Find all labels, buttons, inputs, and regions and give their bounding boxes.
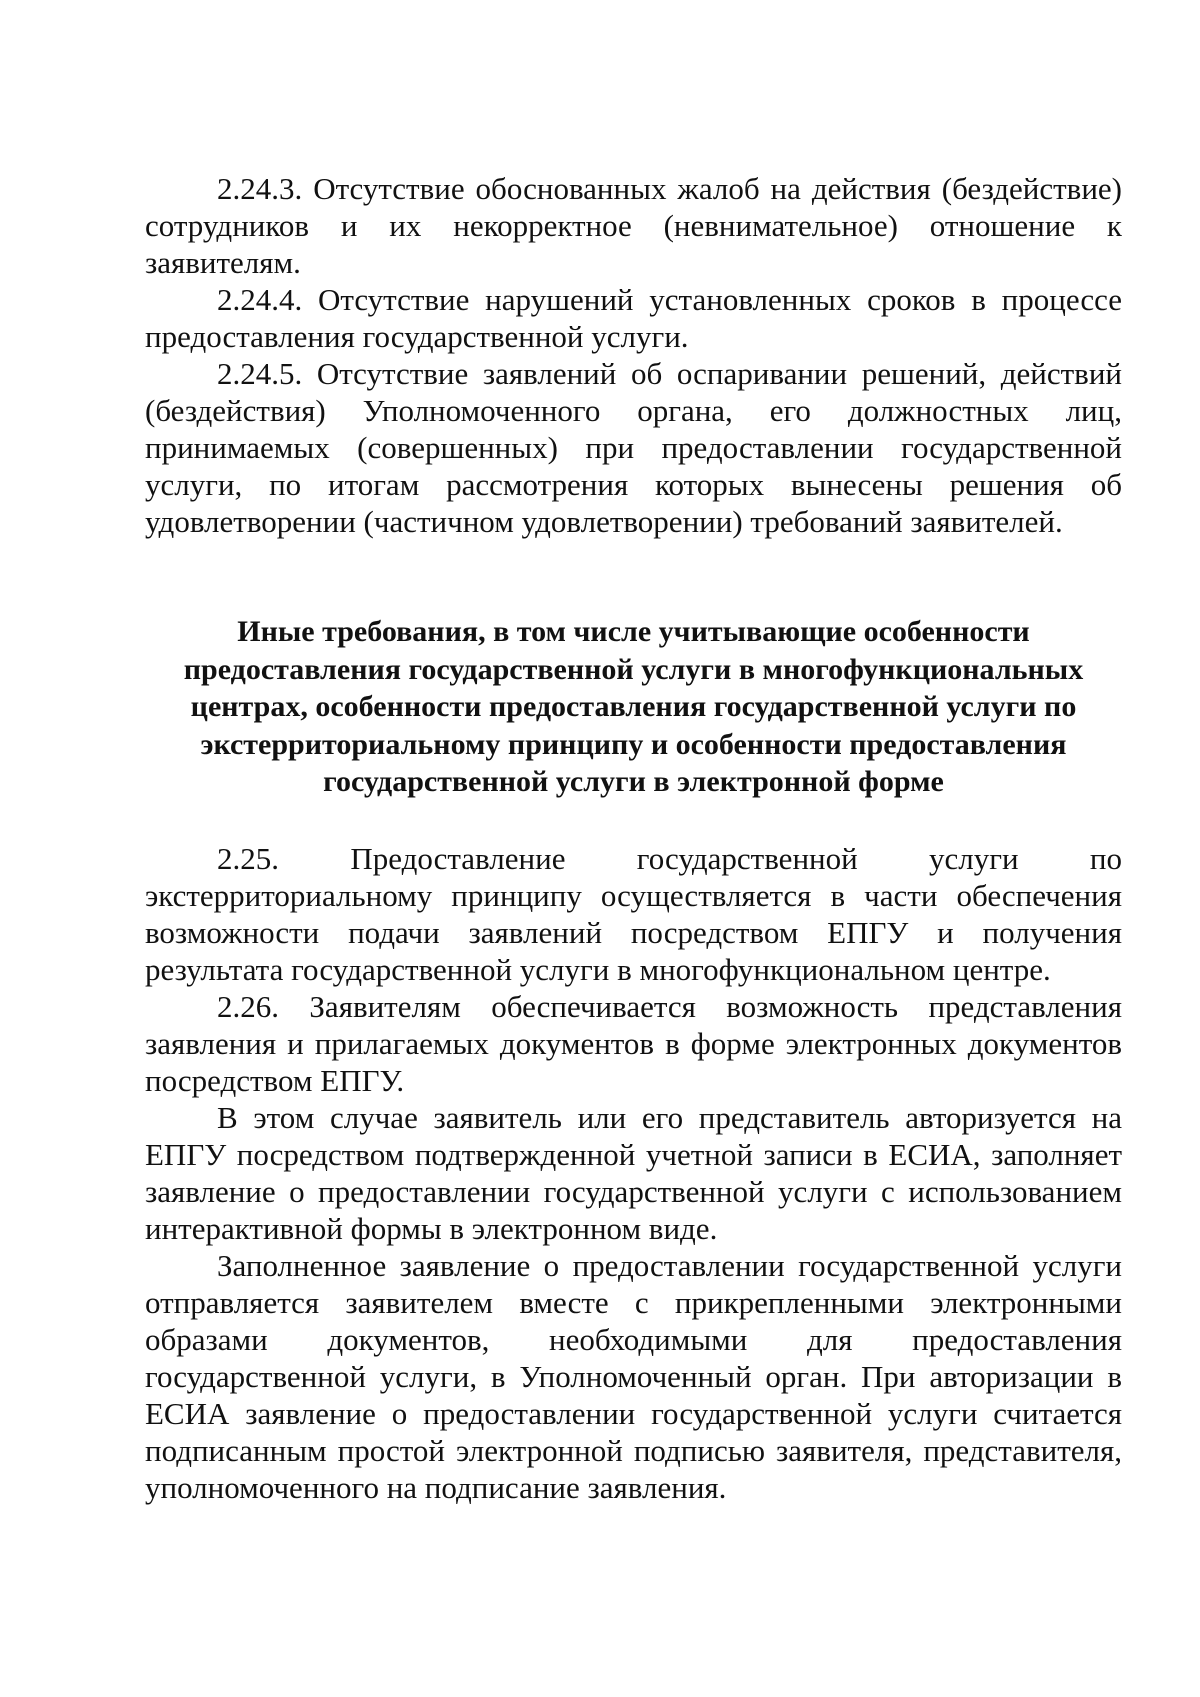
paragraph-2-24-3: 2.24.3. Отсутствие обоснованных жалоб на действия (бездействие) сотрудников и их некорректное (невнимательное) отношение к заявителям. (145, 171, 1122, 280)
section-heading: Иные требования, в том числе учитывающие особенности предоставления государственной услуги в многофункциональных центрах, особенности предоставления государственной услуги по экстерриториальному принципу и особенности предоставления государственной услуги в электронной форме (183, 615, 1084, 798)
section-heading-block (165, 613, 1102, 801)
paragraph-2-25: 2.25. Предоставление государственной услуги по экстерриториальному принципу осуществляется в части обеспечения возможности подачи заявлений посредством ЕПГУ и получения результата государственной услуги в многофункциональном центре. (145, 840, 1122, 987)
paragraph-2-24-4: 2.24.4. Отсутствие нарушений установленных сроков в процессе предоставления государственной услуги. (145, 282, 1122, 354)
paragraph-2-26: 2.26. Заявителям обеспечивается возможность представления заявления и прилагаемых документов в форме электронных документов посредством ЕПГУ. (145, 988, 1122, 1098)
paragraph-2-26-submission: Заполненное заявление о предоставлении государственной услуги отправляется заявителем вместе с прикрепленными электронными образами документов, необходимыми для предоставления государственной услуги, в Уполномоченный орган. При авторизации в ЕСИА заявление о предоставлении государственной услуги считается подписанным простой электронной подписью заявителя, представителя, уполномоченного на подписание заявления. (145, 1247, 1122, 1505)
paragraph-2-26-authorization: В этом случае заявитель или его представитель авторизуется на ЕПГУ посредством подтвержденной учетной записи в ЕСИА, заполняет заявление о предоставлении государственной услуги с использованием интерактивной формы в электронном виде. (145, 1099, 1122, 1246)
paragraph-2-24-5: 2.24.5. Отсутствие заявлений об оспаривании решений, действий (бездействия) Уполномоченного органа, его должностных лиц, принимаемых (совершенных) при предоставлении государственной услуги, по итогам рассмотрения которых вынесены решения об удовлетворении (частичном удовлетворении) требований заявителей. (145, 356, 1122, 539)
document-page (145, 170, 1122, 1506)
